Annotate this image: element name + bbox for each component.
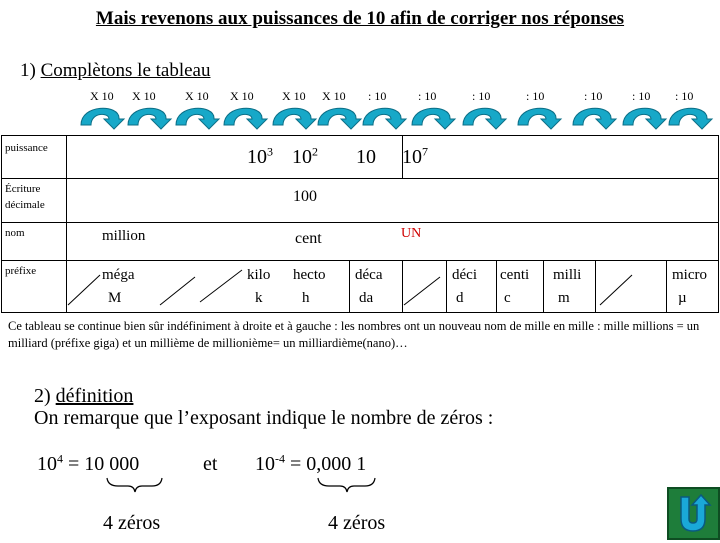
prefix-deci-symbol: d <box>456 290 464 306</box>
divider-label: : 10 <box>584 89 603 103</box>
multiplier-label: X 10 <box>322 89 346 103</box>
zeros-count-1: 4 zéros <box>103 512 161 534</box>
power-10-1: 10 <box>356 146 376 168</box>
row-label-prefixe: préfixe <box>5 265 37 277</box>
multiplier-label: X 10 <box>185 89 209 103</box>
prefix-deca-symbol: da <box>359 290 374 306</box>
prefix-hecto: hecto <box>293 267 326 283</box>
prefix-mega: méga <box>102 267 135 283</box>
prefix-hecto-symbol: h <box>302 290 310 306</box>
name-cent: cent <box>295 230 322 247</box>
divider-label: : 10 <box>472 89 491 103</box>
brace-under-zeros-2 <box>318 478 375 492</box>
page-title: Mais revenons aux puissances de 10 afin de corriger nos réponses <box>95 8 625 29</box>
name-un: UN <box>401 226 422 241</box>
conjunction-et: et <box>203 453 218 475</box>
prefix-deca: déca <box>355 267 383 283</box>
section-1-number: 1) <box>20 60 36 81</box>
multiplier-label: X 10 <box>132 89 156 103</box>
row-label-puissance: puissance <box>5 142 48 154</box>
divider-label: : 10 <box>418 89 437 103</box>
return-button[interactable] <box>667 487 720 540</box>
prefix-micro: micro <box>672 267 707 283</box>
table-note: Ce tableau se continue bien sûr indéfiniment à droite et à gauche : les nombres ont un nouveau nom de mille en mille : mille millions = un milliard (préfixe giga) et un millième de millionième= un milliardième(nano)… <box>8 319 700 350</box>
section-2-text: On remarque que l’exposant indique le nombre de zéros : <box>34 407 494 429</box>
prefix-milli-symbol: m <box>558 290 570 306</box>
multiplier-label: X 10 <box>282 89 306 103</box>
row-label-decimale: décimale <box>5 199 45 211</box>
divider-label: : 10 <box>526 89 545 103</box>
prefix-centi-symbol: c <box>504 290 511 306</box>
name-million: million <box>102 228 146 244</box>
prefix-kilo-symbol: k <box>255 290 263 306</box>
equation-positive: $10^4 = 10$ 000 <box>37 451 140 475</box>
prefix-centi: centi <box>500 267 530 283</box>
equation-negative: $10^{-4} = 0,000$ 1 <box>255 451 367 475</box>
section-2-title: définition <box>55 385 134 407</box>
prefix-micro-symbol: µ <box>678 290 687 306</box>
prefix-mega-symbol: M <box>108 290 122 306</box>
prefix-deci: déci <box>452 267 477 283</box>
zeros-count-2: 4 zéros <box>328 512 386 534</box>
power-10-2: $10^2$ <box>292 144 318 168</box>
u-turn-arrow-icon <box>669 489 718 538</box>
decimal-value: 100 <box>293 188 317 205</box>
brace-under-zeros-1 <box>107 478 162 492</box>
power-10-3: $10^3$ <box>247 144 273 168</box>
divider-label: : 10 <box>368 89 387 103</box>
multiplier-label: X 10 <box>230 89 254 103</box>
section-1-title: Complètons le tableau <box>40 60 211 81</box>
power-10-7: $10^7$ <box>402 144 428 168</box>
prefix-kilo: kilo <box>247 267 271 283</box>
row-label-ecriture: Écriture <box>5 183 41 195</box>
row-label-nom: nom <box>5 227 25 239</box>
section-2-number: 2) <box>34 385 51 407</box>
multiplier-label: X 10 <box>90 89 114 103</box>
divider-label: : 10 <box>675 89 694 103</box>
prefix-milli: milli <box>553 267 582 283</box>
divider-label: : 10 <box>632 89 651 103</box>
